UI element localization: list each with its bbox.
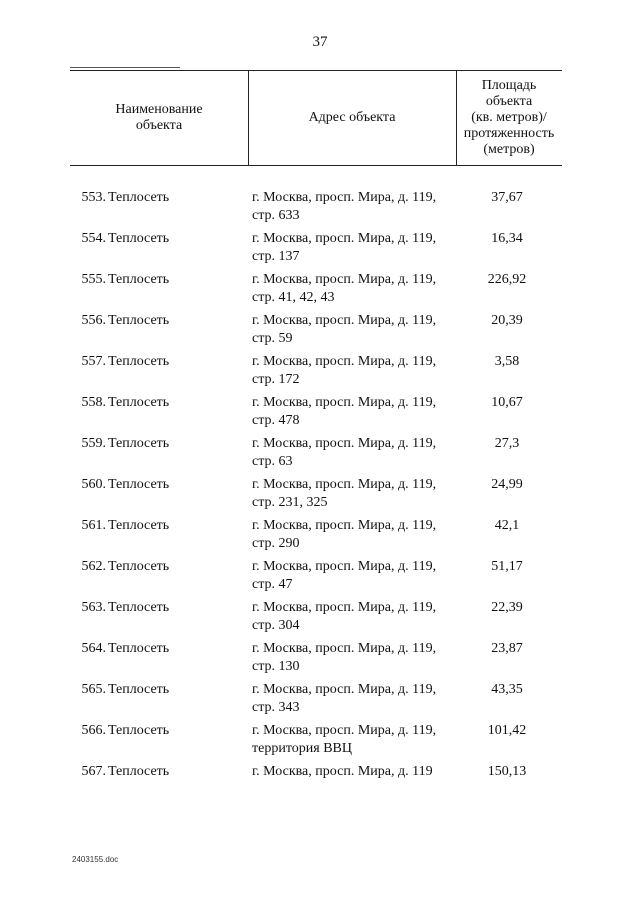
row-number: 562. — [81, 559, 106, 574]
row-number: 566. — [81, 723, 106, 738]
address-line: г. Москва, просп. Мира, д. 119, — [252, 231, 437, 246]
object-address — [252, 312, 462, 348]
row-number: 558. — [81, 395, 106, 410]
header-name-column — [70, 71, 249, 165]
object-address — [252, 189, 462, 225]
object-name: Теплосеть — [108, 723, 170, 738]
object-name: Теплосеть — [108, 477, 170, 492]
object-name: Теплосеть — [108, 600, 170, 615]
address-line: стр. 633 — [252, 208, 300, 223]
object-area: 27,3 — [494, 436, 520, 451]
address-line: стр. 41, 42, 43 — [252, 290, 335, 305]
row-number: 565. — [81, 682, 106, 697]
row-number: 557. — [81, 354, 106, 369]
object-name: Теплосеть — [108, 272, 170, 287]
address-line: г. Москва, просп. Мира, д. 119, — [252, 436, 437, 451]
address-line: г. Москва, просп. Мира, д. 119, — [252, 641, 437, 656]
row-number: 564. — [81, 641, 106, 656]
address-line: стр. 478 — [252, 413, 300, 428]
object-area: 22,39 — [491, 600, 523, 615]
header-area-line: (кв. метров)/ — [471, 110, 547, 125]
header-area-column — [456, 71, 562, 165]
table-row — [70, 230, 570, 271]
object-name: Теплосеть — [108, 436, 170, 451]
object-address — [252, 271, 462, 307]
file-name: 2403155.doc — [72, 855, 119, 864]
address-line: г. Москва, просп. Мира, д. 119, — [252, 395, 437, 410]
object-area: 101,42 — [487, 723, 527, 738]
address-line: г. Москва, просп. Мира, д. 119, — [252, 723, 437, 738]
object-name: Теплосеть — [108, 518, 170, 533]
table-row — [70, 517, 570, 558]
address-line: г. Москва, просп. Мира, д. 119, — [252, 313, 437, 328]
object-address — [252, 394, 462, 430]
object-area: 3,58 — [494, 354, 520, 369]
object-name: Теплосеть — [108, 682, 170, 697]
object-address — [252, 599, 462, 635]
row-number: 567. — [81, 764, 106, 779]
address-line: стр. 343 — [252, 700, 300, 715]
row-number: 559. — [81, 436, 106, 451]
header-name-line: Наименование — [115, 102, 203, 117]
address-line: г. Москва, просп. Мира, д. 119, — [252, 682, 437, 697]
header-address-column — [248, 71, 457, 165]
object-address — [252, 558, 462, 594]
object-name: Теплосеть — [108, 395, 170, 410]
address-line: г. Москва, просп. Мира, д. 119, — [252, 272, 437, 287]
address-line: стр. 304 — [252, 618, 300, 633]
object-address — [252, 517, 462, 553]
table-row — [70, 189, 570, 230]
table-row — [70, 640, 570, 681]
object-area: 43,35 — [491, 682, 523, 697]
object-area: 226,92 — [487, 272, 527, 287]
object-name: Теплосеть — [108, 231, 170, 246]
object-address — [252, 640, 462, 676]
table-row — [70, 763, 570, 804]
table-row — [70, 681, 570, 722]
object-name: Теплосеть — [108, 641, 170, 656]
table-row — [70, 722, 570, 763]
row-number: 554. — [81, 231, 106, 246]
object-address — [252, 763, 462, 781]
header-area-line: протяженность — [463, 126, 555, 141]
table-row — [70, 271, 570, 312]
address-line: стр. 231, 325 — [252, 495, 328, 510]
row-number: 556. — [81, 313, 106, 328]
address-line: г. Москва, просп. Мира, д. 119, — [252, 559, 437, 574]
table-body — [70, 189, 570, 804]
object-address — [252, 722, 462, 758]
address-line: стр. 63 — [252, 454, 293, 469]
address-line: г. Москва, просп. Мира, д. 119 — [252, 764, 433, 779]
object-area: 10,67 — [491, 395, 523, 410]
object-address — [252, 681, 462, 717]
object-area: 16,34 — [491, 231, 523, 246]
table-row — [70, 599, 570, 640]
address-line: г. Москва, просп. Мира, д. 119, — [252, 600, 437, 615]
object-address — [252, 476, 462, 512]
header-area-line: объекта — [485, 94, 533, 109]
table-row — [70, 476, 570, 517]
table-row — [70, 435, 570, 476]
table-row — [70, 558, 570, 599]
object-name: Теплосеть — [108, 559, 170, 574]
address-line: стр. 47 — [252, 577, 293, 592]
table-row — [70, 394, 570, 435]
row-number: 563. — [81, 600, 106, 615]
table-row — [70, 312, 570, 353]
object-name: Теплосеть — [108, 313, 170, 328]
header-area-line: (метров) — [483, 142, 535, 157]
object-address — [252, 435, 462, 471]
row-number: 561. — [81, 518, 106, 533]
address-line: стр. 172 — [252, 372, 300, 387]
object-area: 20,39 — [491, 313, 523, 328]
object-address — [252, 230, 462, 266]
address-line: г. Москва, просп. Мира, д. 119, — [252, 354, 437, 369]
address-line: стр. 290 — [252, 536, 300, 551]
object-name: Теплосеть — [108, 190, 170, 205]
address-line: стр. 59 — [252, 331, 293, 346]
object-area: 42,1 — [494, 518, 520, 533]
object-area: 24,99 — [491, 477, 523, 492]
address-line: стр. 130 — [252, 659, 300, 674]
row-number: 560. — [81, 477, 106, 492]
header-area-line: Площадь — [481, 78, 537, 93]
object-area: 51,17 — [491, 559, 523, 574]
table-row — [70, 353, 570, 394]
object-address — [252, 353, 462, 389]
object-name: Теплосеть — [108, 764, 170, 779]
header-name-line: объекта — [135, 118, 183, 133]
address-line: г. Москва, просп. Мира, д. 119, — [252, 477, 437, 492]
row-number: 555. — [81, 272, 106, 287]
page-number: 37 — [312, 34, 328, 50]
object-area: 37,67 — [491, 190, 523, 205]
header-address: Адрес объекта — [308, 110, 396, 125]
address-line: территория ВВЦ — [252, 741, 352, 756]
object-name: Теплосеть — [108, 354, 170, 369]
object-area: 150,13 — [487, 764, 527, 779]
table-header — [70, 70, 562, 166]
top-rule — [70, 67, 180, 68]
object-area: 23,87 — [491, 641, 523, 656]
address-line: г. Москва, просп. Мира, д. 119, — [252, 190, 437, 205]
row-number: 553. — [81, 190, 106, 205]
address-line: стр. 137 — [252, 249, 300, 264]
address-line: г. Москва, просп. Мира, д. 119, — [252, 518, 437, 533]
